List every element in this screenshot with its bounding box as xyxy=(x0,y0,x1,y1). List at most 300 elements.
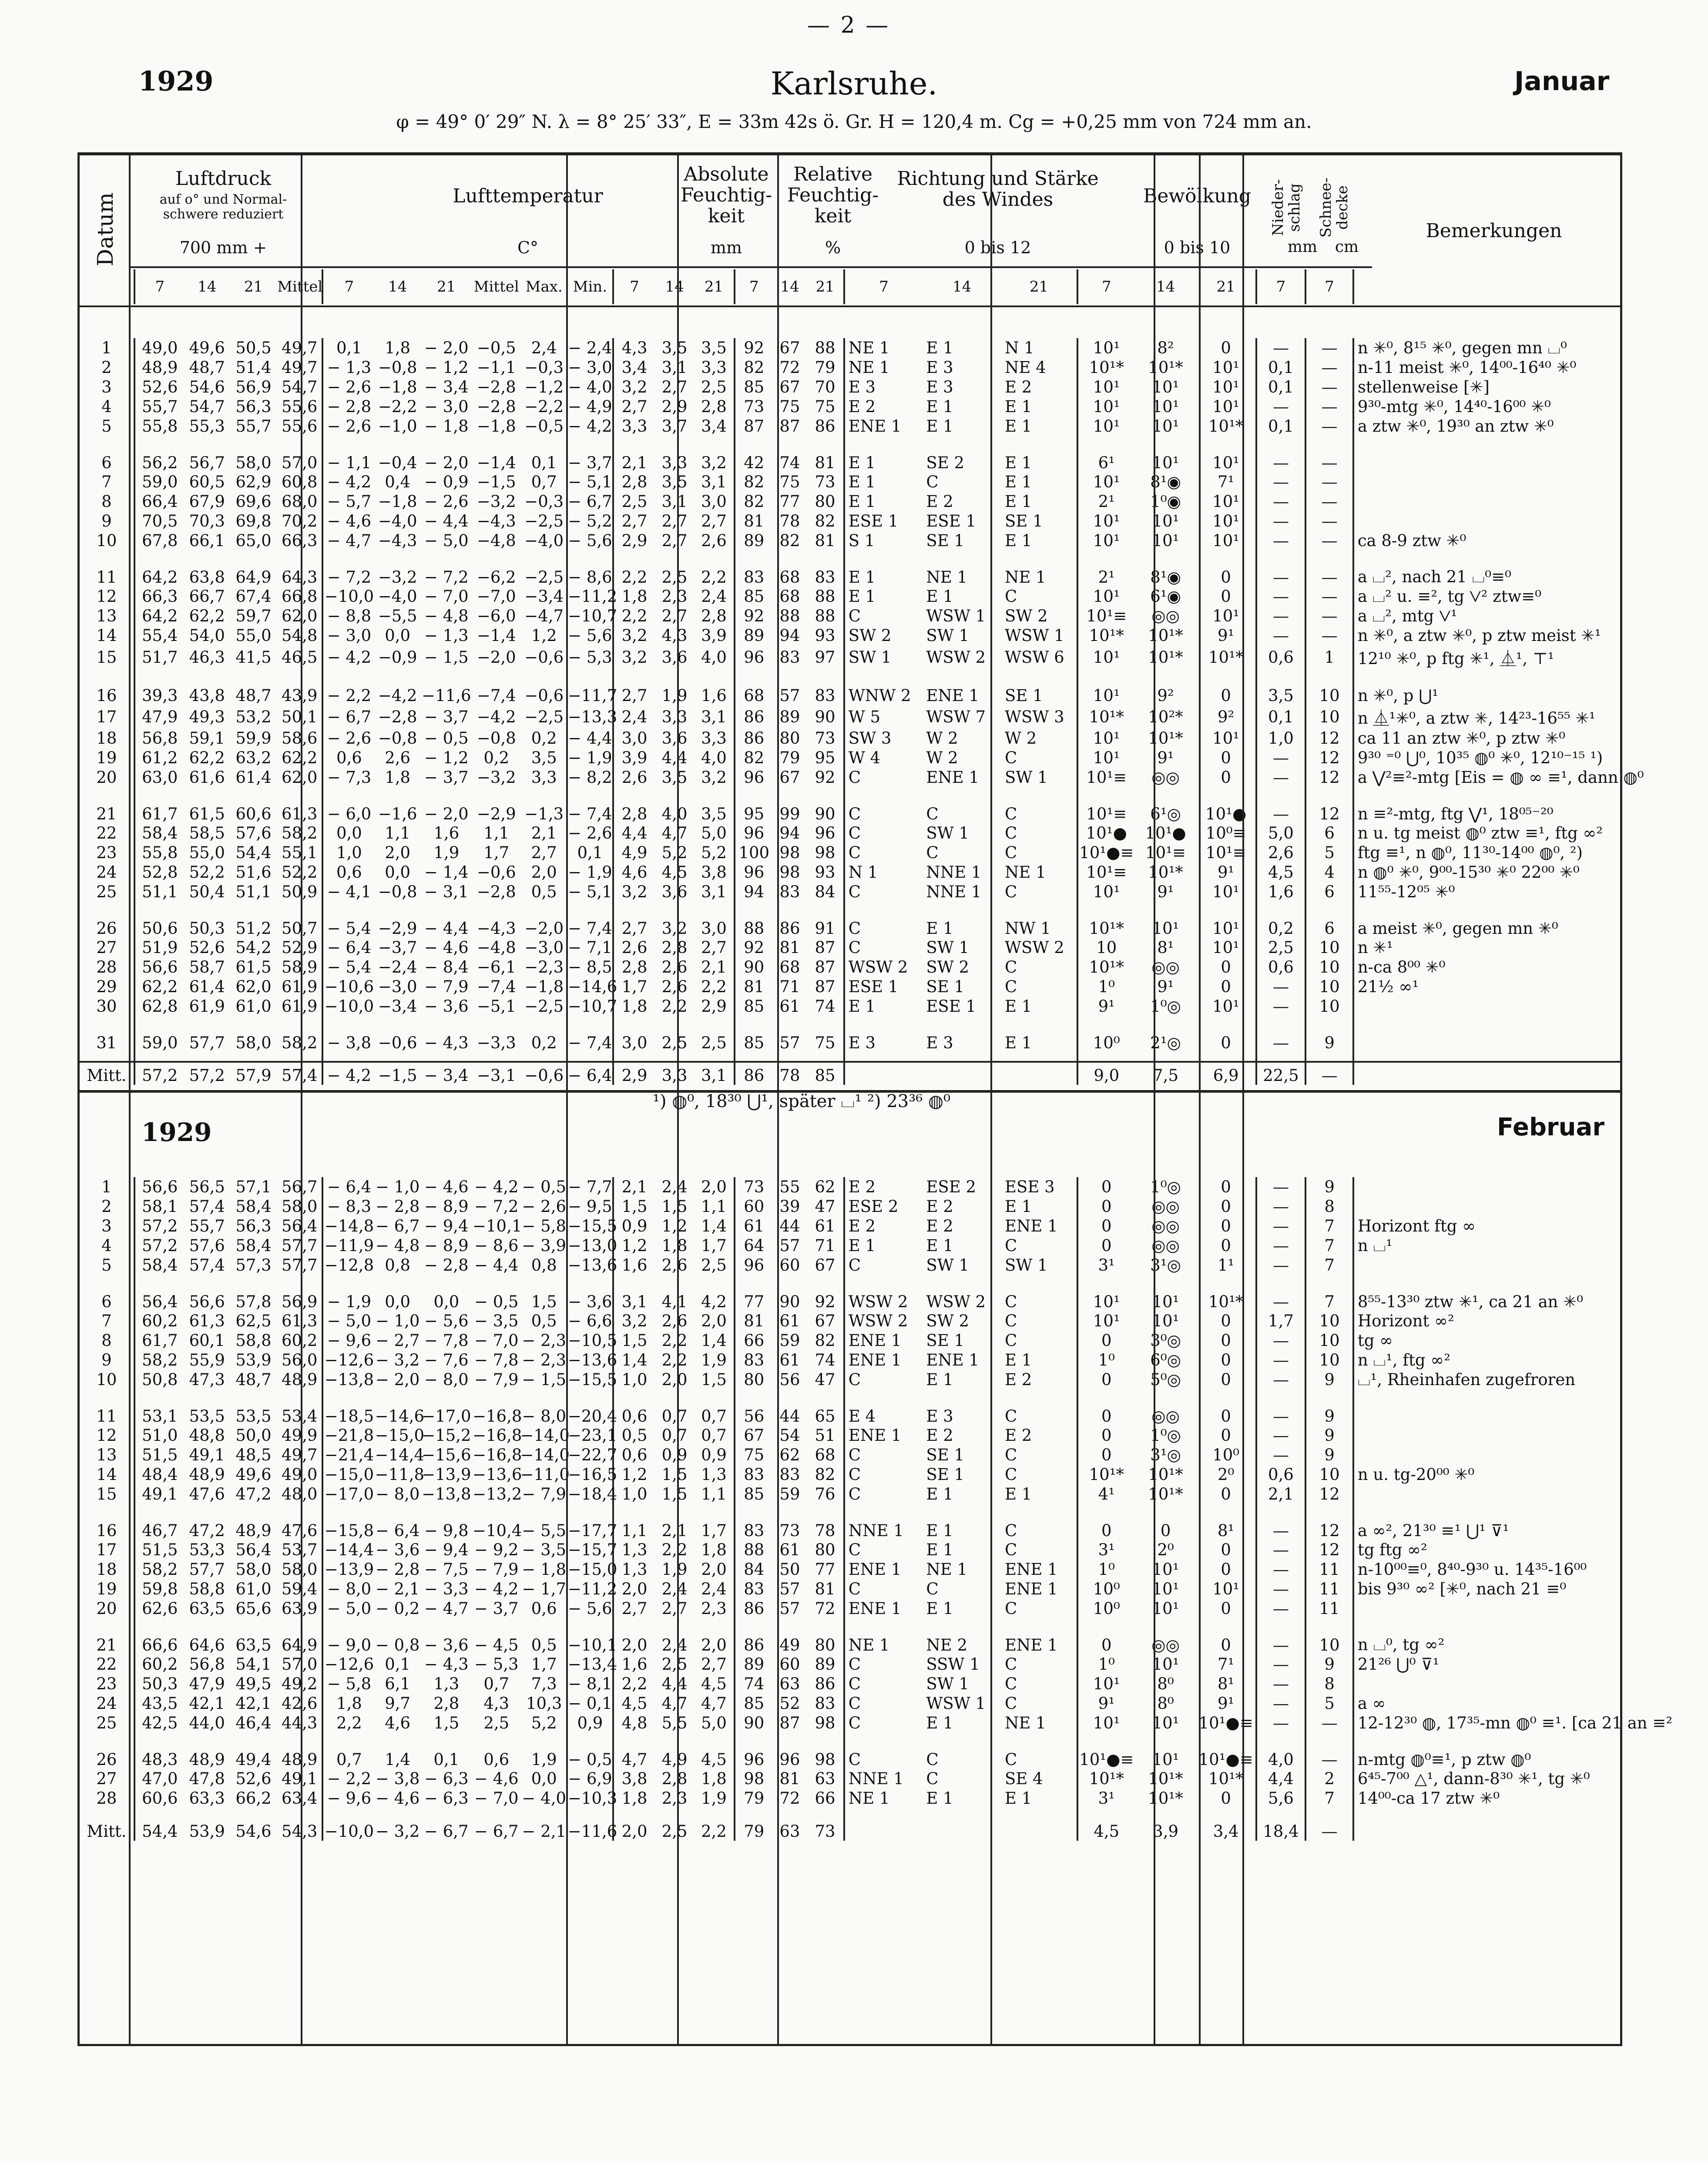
data-cell: 2,7 xyxy=(661,607,688,625)
data-cell: 67,4 xyxy=(235,587,272,606)
data-cell: −13,9 xyxy=(422,1465,471,1484)
data-cell: 4,6 xyxy=(621,863,648,882)
data-cell: 1,8 xyxy=(621,1789,648,1808)
data-cell: 0,1 xyxy=(1256,416,1306,436)
data-cell: 22 xyxy=(80,823,134,843)
data-cell: −0,8 xyxy=(476,729,516,748)
data-cell: 3,1 xyxy=(694,472,735,492)
data-cell: 1,0 xyxy=(621,1370,648,1389)
mean-cell: 57,9 xyxy=(235,1066,272,1085)
data-cell: 7 xyxy=(1305,1216,1353,1236)
subheader-row xyxy=(80,269,1620,304)
data-cell: 56,6 xyxy=(189,1292,225,1311)
data-cell: − 1,8 xyxy=(522,1560,566,1579)
table-row xyxy=(80,705,1620,728)
data-cell: 1⁰ xyxy=(1098,977,1115,996)
data-cell: 1,9 xyxy=(694,1350,735,1370)
data-cell: 88 xyxy=(779,607,800,625)
data-cell: 1,0 xyxy=(621,1485,648,1503)
data-cell: 3¹ xyxy=(1098,1540,1115,1559)
data-cell: − 2,8 xyxy=(327,397,372,416)
data-cell: 61,4 xyxy=(189,977,225,996)
data-cell: −1,2 xyxy=(524,378,564,396)
data-cell: 85 xyxy=(744,1485,765,1503)
data-cell: 89 xyxy=(744,531,765,550)
data-cell: − 0,2 xyxy=(375,1599,420,1618)
data-cell: 2,7 xyxy=(694,511,735,531)
data-cell: C xyxy=(926,843,939,862)
subheader-cell: 7 xyxy=(749,278,759,295)
remark-cell xyxy=(1353,1177,1620,1197)
data-cell: 1,9 xyxy=(661,686,688,705)
data-cell: 10¹≡ xyxy=(1197,843,1256,862)
mean-cell xyxy=(923,1808,1001,1841)
data-cell: −0,6 xyxy=(524,648,564,667)
data-cell: − 1,2 xyxy=(424,358,469,377)
data-cell: 10¹≡ xyxy=(1145,843,1186,862)
data-cell: 74 xyxy=(807,1350,844,1370)
data-cell: 4,4 xyxy=(621,824,648,842)
data-cell: 50,1 xyxy=(277,705,322,728)
data-cell: 4,7 xyxy=(661,824,688,842)
data-cell: − 8,5 xyxy=(568,957,613,977)
remark-cell: 14⁰⁰-ca 17 ztw ✳⁰ xyxy=(1357,1789,1500,1808)
data-cell: 50,0 xyxy=(235,1426,272,1445)
data-cell: 3,2 xyxy=(661,919,688,938)
data-cell: 1⁰◉ xyxy=(1150,492,1181,511)
data-cell: 2,7 xyxy=(621,397,648,416)
data-cell: 47,2 xyxy=(235,1485,272,1503)
data-cell: 10¹ xyxy=(1152,1560,1179,1579)
data-cell: 10 xyxy=(1305,977,1353,997)
data-cell: 59,0 xyxy=(142,1034,178,1052)
data-cell: 10¹● xyxy=(1197,787,1256,823)
data-cell: 59,9 xyxy=(235,729,272,748)
data-cell: C xyxy=(848,768,861,787)
data-cell: WSW 1 xyxy=(1001,626,1077,645)
data-cell: — xyxy=(1256,626,1306,645)
mean-cell: − 3,2 xyxy=(375,1822,420,1841)
data-cell: 59 xyxy=(779,1331,800,1350)
data-cell: E 1 xyxy=(1001,1016,1077,1052)
data-cell: 4,3 xyxy=(621,339,648,357)
data-cell: 61 xyxy=(779,1312,800,1330)
data-cell: 9 xyxy=(1305,1445,1353,1465)
data-cell: 51,2 xyxy=(235,919,272,938)
data-cell: — xyxy=(1256,436,1306,472)
data-cell: 2,4 xyxy=(621,707,648,726)
data-cell: 87 xyxy=(744,417,765,436)
data-cell: E 2 xyxy=(848,1217,876,1235)
data-cell: − 8,2 xyxy=(568,768,613,787)
data-cell: 4,4 xyxy=(1256,1769,1306,1789)
data-cell: 75 xyxy=(807,1016,844,1052)
data-cell: 10 xyxy=(1305,1311,1353,1331)
data-cell: 10¹ xyxy=(1152,453,1179,472)
subheader-cell: 7 xyxy=(1101,278,1111,295)
data-cell: 1,9 xyxy=(694,1789,735,1808)
data-cell: −7,4 xyxy=(476,977,516,996)
data-cell: 57 xyxy=(779,1599,800,1618)
data-cell: 7 xyxy=(80,472,134,492)
subheader-cell: 14 xyxy=(198,278,217,295)
data-cell: − 3,3 xyxy=(424,1580,469,1598)
data-cell: 96 xyxy=(744,1750,765,1769)
data-cell: 67 xyxy=(779,768,800,787)
data-cell: 1,8 xyxy=(621,587,648,606)
data-cell: 52,6 xyxy=(235,1769,272,1788)
table-row xyxy=(80,1216,1620,1236)
data-cell: 3 xyxy=(80,1216,134,1236)
data-cell: 28 xyxy=(80,957,134,977)
data-cell: WSW 2 xyxy=(1001,938,1077,957)
data-cell: — xyxy=(1256,1255,1306,1275)
data-cell: SSW 1 xyxy=(926,1655,980,1674)
data-cell: 10¹* xyxy=(1197,1275,1256,1311)
data-cell: − 5,1 xyxy=(568,882,613,902)
data-cell: 10¹ xyxy=(1152,919,1179,938)
data-cell: 3,0 xyxy=(694,902,735,938)
data-cell: −10,5 xyxy=(567,1331,617,1350)
data-cell: − 5,3 xyxy=(474,1655,519,1674)
data-cell: −1,8 xyxy=(524,977,564,996)
data-cell: 2,8 xyxy=(621,958,648,976)
data-cell: C xyxy=(848,1256,861,1275)
data-cell: SE 1 xyxy=(926,977,965,996)
data-cell: − 2,2 xyxy=(327,1769,372,1788)
data-cell: 3,3 xyxy=(621,417,648,436)
data-cell: −7,4 xyxy=(476,686,516,705)
header-rule xyxy=(130,266,1372,268)
remark-cell: tg ftg ∞² xyxy=(1357,1540,1427,1559)
table-row xyxy=(80,787,1620,823)
data-cell: − 3,8 xyxy=(375,1769,420,1788)
data-cell: 10¹≡ xyxy=(1086,805,1127,823)
data-cell: 49,1 xyxy=(277,1769,322,1789)
data-cell: 62 xyxy=(779,1446,800,1464)
data-cell: 1,7 xyxy=(531,1655,557,1674)
data-cell: 64 xyxy=(744,1236,765,1255)
data-cell: 61,3 xyxy=(189,1312,225,1330)
data-cell: 53,3 xyxy=(189,1540,225,1559)
data-cell: 19 xyxy=(80,748,134,768)
data-cell: 56,0 xyxy=(277,1350,322,1370)
data-cell: 3,3 xyxy=(694,728,735,748)
data-cell: — xyxy=(1256,492,1306,511)
data-cell: C xyxy=(1001,1465,1077,1484)
data-cell: ENE 1 xyxy=(848,1351,902,1369)
data-cell: 10¹ xyxy=(1093,587,1120,606)
data-cell: 9 xyxy=(1305,1016,1353,1052)
data-cell: 0 xyxy=(1101,1236,1112,1255)
data-cell: — xyxy=(1305,531,1353,550)
data-cell: 4,0 xyxy=(694,645,735,669)
data-cell: 10 xyxy=(1096,938,1117,957)
data-cell: 39,3 xyxy=(142,686,178,705)
data-cell: −12,6 xyxy=(324,1351,374,1369)
header-luftdruck-sub: auf o° und Normal- schwere reduziert xyxy=(159,192,287,222)
data-cell: NE 1 xyxy=(1001,1713,1077,1733)
data-cell: 58,5 xyxy=(189,824,225,842)
data-cell: 12 xyxy=(1305,1504,1353,1540)
data-cell: WSW 1 xyxy=(926,1694,986,1713)
data-cell: 70,5 xyxy=(142,512,178,530)
data-cell: 48,9 xyxy=(235,1521,272,1540)
data-cell: 0,5 xyxy=(531,1636,557,1654)
mean-cell: − 4,2 xyxy=(327,1066,372,1085)
data-cell: 54,0 xyxy=(189,626,225,645)
data-cell: 10¹≡ xyxy=(1086,607,1127,625)
data-cell: 72 xyxy=(807,1599,844,1618)
mean-cell: 53,9 xyxy=(189,1822,225,1841)
data-cell: −3,7 xyxy=(378,938,417,957)
data-cell: 9¹ xyxy=(1157,977,1174,996)
data-cell: — xyxy=(1256,1426,1306,1445)
data-cell: −2,5 xyxy=(524,997,564,1016)
data-cell: 42,1 xyxy=(235,1694,272,1713)
header-bemerkungen: Bemerkungen xyxy=(1426,220,1562,242)
data-cell: 3,1 xyxy=(694,705,735,728)
data-cell: −2,8 xyxy=(476,397,516,416)
data-cell: 0,2 xyxy=(483,748,510,767)
mean-cell: 57,2 xyxy=(189,1066,225,1085)
data-cell: 6 xyxy=(1305,823,1353,843)
data-cell: 4,7 xyxy=(661,1694,688,1713)
data-cell: — xyxy=(1305,397,1353,416)
data-cell: W 2 xyxy=(926,748,958,767)
data-cell: 51 xyxy=(807,1426,844,1445)
data-cell: 10 xyxy=(80,1370,134,1389)
data-cell: 62,6 xyxy=(142,1599,178,1618)
data-cell: −14,6 xyxy=(375,1407,425,1426)
data-cell: − 2,6 xyxy=(522,1197,566,1216)
data-cell: 12 xyxy=(1305,728,1353,748)
data-cell: 83 xyxy=(779,648,800,667)
table-row xyxy=(80,1618,1620,1654)
mean-row xyxy=(80,1052,1620,1085)
data-cell: − 8,4 xyxy=(424,958,469,976)
data-cell: − 5,7 xyxy=(327,492,372,511)
data-cell: C xyxy=(1001,748,1077,768)
data-cell: 47,9 xyxy=(189,1674,225,1693)
header-lufttemperatur: Lufttemperatur xyxy=(453,185,603,207)
data-cell: 23 xyxy=(80,1674,134,1694)
data-cell: 2,1 xyxy=(1256,1484,1306,1504)
data-cell: 8⁰ xyxy=(1157,1674,1174,1693)
data-cell: E 1 xyxy=(926,339,953,357)
data-cell: 12 xyxy=(80,587,134,606)
data-cell: 0,2 xyxy=(1256,902,1306,938)
data-cell: − 2,3 xyxy=(522,1331,566,1350)
data-cell: 94 xyxy=(779,626,800,645)
data-cell: — xyxy=(1256,1579,1306,1599)
data-cell: −15,6 xyxy=(422,1446,471,1464)
data-cell: C xyxy=(848,938,861,957)
data-cell: E 1 xyxy=(926,1521,953,1540)
data-cell: −15,0 xyxy=(375,1426,425,1445)
data-cell: SW 2 xyxy=(1001,606,1077,626)
data-cell: 58,4 xyxy=(142,824,178,842)
data-cell: −4,0 xyxy=(378,587,417,606)
data-cell: 66,7 xyxy=(189,587,225,606)
data-cell: 81 xyxy=(779,938,800,957)
data-cell: 1,8 xyxy=(694,1540,735,1560)
data-cell: 1,7 xyxy=(694,1236,735,1255)
data-cell: 10¹ xyxy=(1152,1750,1179,1769)
data-cell: − 1,0 xyxy=(375,1312,420,1330)
data-cell: 55,8 xyxy=(142,843,178,862)
mean-cell: 4,5 xyxy=(1094,1822,1120,1841)
data-cell: 10¹ xyxy=(1093,473,1120,491)
data-cell: 58,8 xyxy=(189,1580,225,1598)
data-cell: 51,6 xyxy=(235,863,272,882)
data-cell: — xyxy=(1305,511,1353,531)
data-cell: 98 xyxy=(807,1733,844,1769)
data-cell: −3,2 xyxy=(476,492,516,511)
data-cell: 10¹ xyxy=(1093,1674,1120,1693)
data-cell: WSW 2 xyxy=(848,1292,908,1311)
data-cell: 2,4 xyxy=(694,587,735,606)
table-row xyxy=(80,358,1620,377)
data-cell: 61,7 xyxy=(142,1331,178,1350)
data-cell: 55,8 xyxy=(142,417,178,436)
data-cell: 10¹* xyxy=(1089,919,1124,938)
data-cell: 68 xyxy=(807,1445,844,1465)
table-row xyxy=(80,1255,1620,1275)
data-cell: −15,7 xyxy=(567,1540,617,1559)
data-cell: 60,2 xyxy=(277,1331,322,1350)
data-cell: 10 xyxy=(80,531,134,550)
data-cell: 1⁰ xyxy=(1098,1560,1115,1579)
table-row xyxy=(80,416,1620,436)
data-cell: E 1 xyxy=(1001,472,1077,492)
remark-cell: 9³⁰ ⁼⁰ ⋃⁰, 10³⁵ ◍⁰ ✳⁰, 12¹⁰⁻¹⁵ ¹) xyxy=(1357,748,1603,767)
data-cell: 89 xyxy=(779,707,800,726)
data-cell: 3,2 xyxy=(621,648,648,667)
data-cell: 62,0 xyxy=(235,977,272,996)
data-cell: E 4 xyxy=(848,1407,876,1426)
data-cell: − 4,8 xyxy=(375,1236,420,1255)
data-cell: 96 xyxy=(744,824,765,842)
mean-cell: − 6,7 xyxy=(474,1822,519,1841)
data-cell: — xyxy=(1305,587,1353,606)
data-cell: 53,2 xyxy=(235,707,272,726)
data-cell: 0 xyxy=(1197,338,1256,358)
data-cell: − 4,6 xyxy=(375,1789,420,1808)
data-cell: 4 xyxy=(80,397,134,416)
data-cell: 26 xyxy=(80,902,134,938)
data-cell: −3,0 xyxy=(524,938,564,957)
data-cell: 0,6 xyxy=(621,1407,648,1426)
data-cell: NNE 1 xyxy=(848,1521,904,1540)
data-cell: SW 1 xyxy=(926,938,970,957)
data-cell: W 5 xyxy=(848,707,881,726)
data-cell: 2,8 xyxy=(661,938,688,957)
data-cell: 4,2 xyxy=(694,1275,735,1311)
data-cell: 4 xyxy=(80,1236,134,1255)
data-cell: 2,7 xyxy=(621,1599,648,1618)
subheader-cell: 7 xyxy=(879,278,889,295)
data-cell: 83 xyxy=(779,883,800,901)
remark-cell: 8⁵⁵-13³⁰ ztw ✳¹, ca 21 an ✳⁰ xyxy=(1357,1292,1584,1311)
data-cell: 78 xyxy=(779,512,800,530)
data-cell: 96 xyxy=(779,1750,800,1769)
data-cell: NE 2 xyxy=(926,1636,968,1654)
data-cell: 10¹ xyxy=(1197,436,1256,472)
data-cell: − 1,8 xyxy=(424,417,469,436)
data-cell: C xyxy=(1001,1599,1077,1618)
data-cell: 2,3 xyxy=(661,1789,688,1808)
data-cell: — xyxy=(1256,1713,1306,1733)
data-cell: 1,1 xyxy=(621,1521,648,1540)
subheader-cell: 21 xyxy=(1001,269,1077,304)
remark-cell xyxy=(1353,1016,1620,1052)
data-cell: 44,3 xyxy=(277,1713,322,1733)
data-cell: 61,9 xyxy=(189,997,225,1016)
data-cell: 61,9 xyxy=(277,977,322,997)
data-cell: 3,6 xyxy=(661,648,688,667)
data-cell: 3,5 xyxy=(531,748,557,767)
data-cell: 66 xyxy=(744,1331,765,1350)
column-rule xyxy=(1242,155,1244,2044)
data-cell: 2,5 xyxy=(694,1016,735,1052)
data-cell: — xyxy=(1305,358,1353,377)
data-cell: 61,0 xyxy=(235,1580,272,1598)
data-cell: 60 xyxy=(779,1655,800,1674)
data-cell: 58,2 xyxy=(277,823,322,843)
data-cell: 56,3 xyxy=(235,1217,272,1235)
data-cell: 9¹ xyxy=(1197,626,1256,645)
remark-cell: n ◍⁰ ✳⁰, 9⁰⁰-15³⁰ ✳⁰ 22⁰⁰ ✳⁰ xyxy=(1357,863,1580,882)
data-cell: 12 xyxy=(80,1426,134,1445)
data-cell: − 2,6 xyxy=(327,729,372,748)
data-cell: WSW 3 xyxy=(1001,705,1077,728)
remark-cell: ftg ≡¹, n ◍⁰, 11³⁰-14⁰⁰ ◍⁰, ²) xyxy=(1357,843,1583,862)
data-cell: 10 xyxy=(1305,957,1353,977)
data-cell: 53,4 xyxy=(277,1389,322,1426)
data-cell: 79 xyxy=(807,358,844,377)
data-cell: 0,0 xyxy=(385,863,411,882)
data-cell: — xyxy=(1256,1694,1306,1713)
data-cell: 8⁰ xyxy=(1157,1694,1174,1713)
data-cell: − 5,6 xyxy=(424,1312,469,1330)
subheader-cell xyxy=(1353,269,1620,304)
data-cell: 2,1 xyxy=(531,824,557,842)
data-cell: 10⁰ xyxy=(1093,1599,1120,1618)
table-row xyxy=(80,1275,1620,1311)
data-cell: 10¹ xyxy=(1093,512,1120,530)
data-cell: 67,8 xyxy=(142,531,178,550)
data-cell: 10¹* xyxy=(1148,358,1183,377)
data-cell: E 3 xyxy=(926,358,953,377)
data-cell: 4,7 xyxy=(621,1750,648,1769)
data-cell: 54,7 xyxy=(277,377,322,397)
data-cell: −10,0 xyxy=(324,587,374,606)
data-cell: SE 1 xyxy=(926,1465,965,1484)
data-cell: − 5,4 xyxy=(327,958,372,976)
table-row xyxy=(80,1236,1620,1255)
data-cell: 86 xyxy=(744,1636,765,1654)
data-cell: 11 xyxy=(1305,1579,1353,1599)
data-cell: 1 xyxy=(80,1177,134,1197)
data-cell: 2,8 xyxy=(661,1769,688,1788)
data-cell: C xyxy=(1001,1733,1077,1769)
data-cell: — xyxy=(1256,1275,1306,1311)
data-cell: 6 xyxy=(80,1275,134,1311)
remark-cell: 12¹⁰ ✳⁰, p ftg ✳¹, ⏅¹, ⊤¹ xyxy=(1357,649,1554,668)
data-cell: 43,8 xyxy=(189,686,225,705)
data-cell: 2,7 xyxy=(661,512,688,530)
